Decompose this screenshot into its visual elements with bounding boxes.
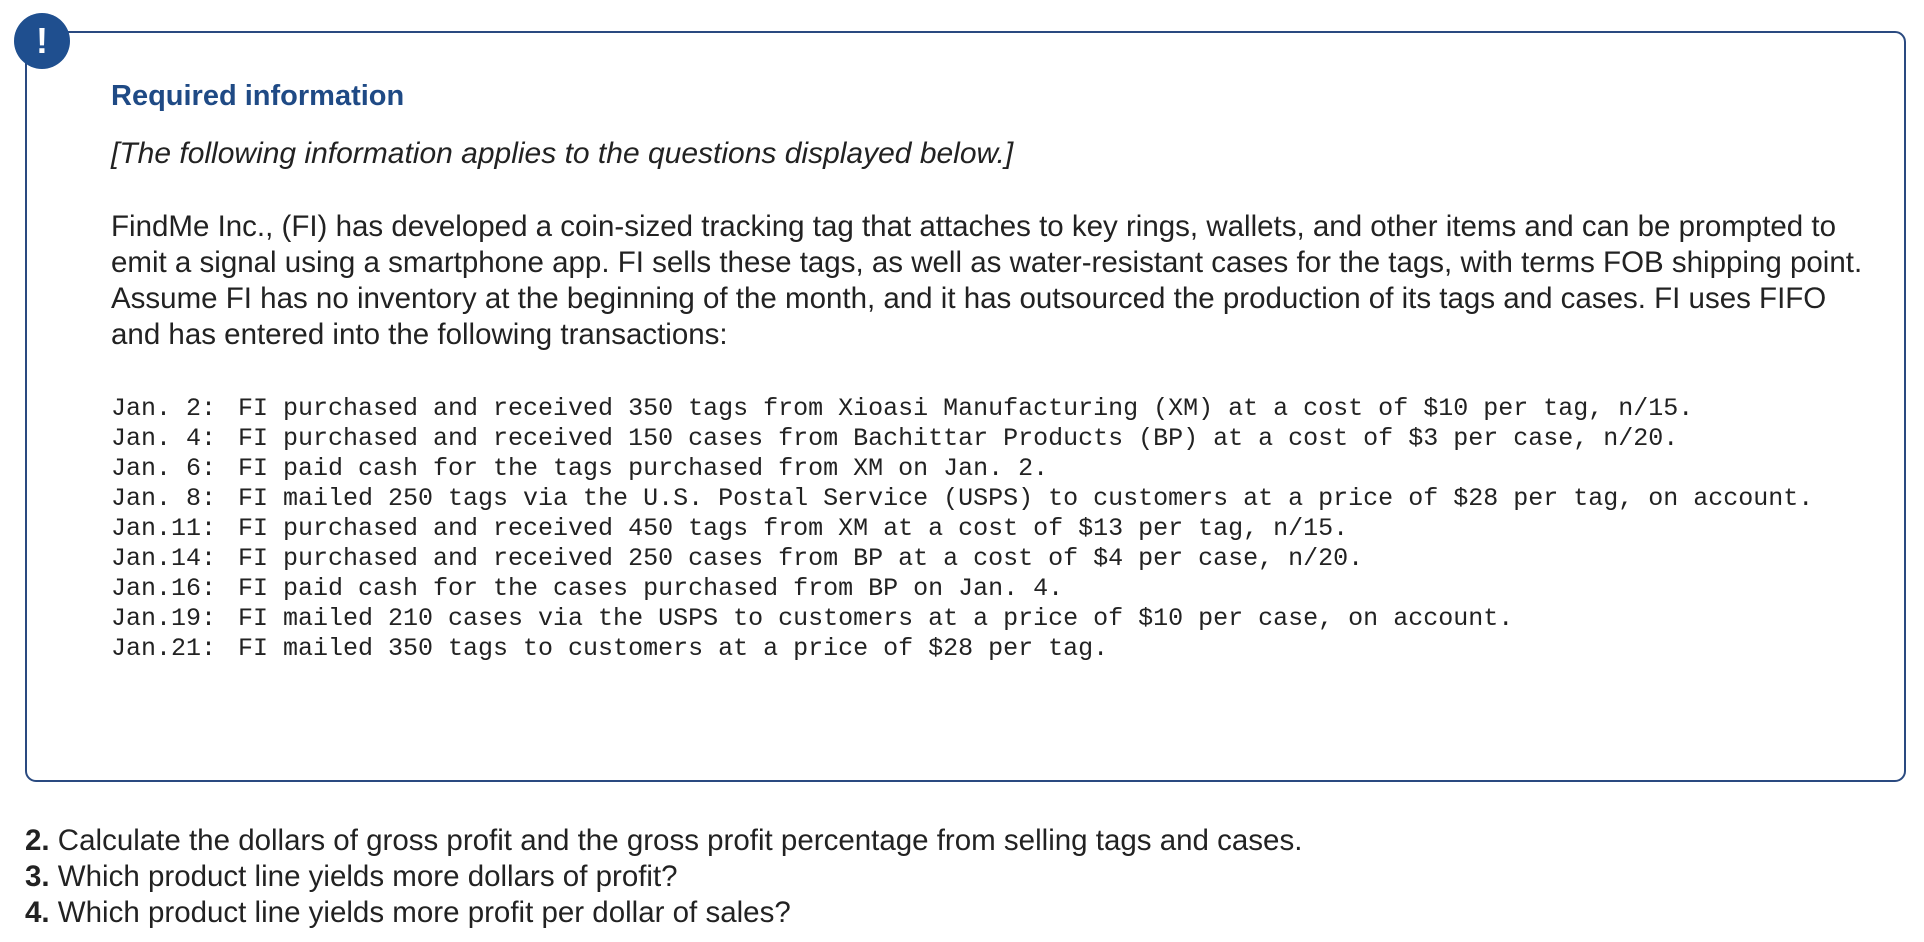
question-text: Calculate the dollars of gross profit and the gross profit percentage from selling tags and cases. [49, 824, 1303, 857]
transaction-row [111, 394, 1881, 424]
question-number: 4. [25, 896, 50, 929]
transaction-row [111, 424, 1881, 454]
transaction-row [111, 574, 1881, 604]
problem-description: FindMe Inc., (FI) has developed a coin-sized tracking tag that attaches to key rings, wallets, and other items and can be prompted to emit a signal using a smartphone app. FI sells these tags, as well as water-resistant cases for the tags, with terms FOB shipping point. Assume FI has no inventory at the beginning of the month, and it has outsourced the production of its tags and cases. FI uses FIFO and has entered into the following transactions: [111, 210, 1863, 351]
transaction-list [111, 394, 1881, 664]
transaction-date: Jan. 8: [111, 484, 217, 513]
transaction-row [111, 544, 1881, 574]
transaction-text: FI purchased and received 250 cases from BP at a cost of $4 per case, n/20. [238, 544, 1364, 573]
required-information-heading: Required information [111, 80, 405, 112]
transaction-text: FI purchased and received 450 tags from XM at a cost of $13 per tag, n/15. [238, 514, 1349, 543]
alert-symbol: ! [36, 20, 48, 61]
transaction-text: FI paid cash for the tags purchased from XM on Jan. 2. [238, 454, 1049, 483]
transaction-date: Jan. 2: [111, 394, 217, 423]
question-text: Which product line yields more profit per dollar of sales? [49, 896, 791, 929]
transaction-date: Jan. 4: [111, 424, 217, 453]
question-text: Which product line yields more dollars of profit? [49, 860, 678, 893]
transaction-date: Jan.16: [111, 574, 217, 603]
transaction-date: Jan. 6: [111, 454, 217, 483]
transaction-text: FI mailed 350 tags to customers at a price of $28 per tag. [238, 634, 1109, 663]
alert-icon [14, 13, 70, 69]
transaction-row [111, 634, 1881, 664]
transaction-date: Jan.11: [111, 514, 217, 543]
question-item [25, 823, 1302, 859]
transaction-row [111, 484, 1881, 514]
transaction-date: Jan.19: [111, 604, 217, 633]
transaction-row [111, 604, 1881, 634]
question-item [25, 895, 1302, 931]
question-number: 3. [25, 860, 50, 893]
transaction-text: FI mailed 250 tags via the U.S. Postal Service (USPS) to customers at a price of $28 per tag, on account. [238, 484, 1814, 513]
transaction-text: FI mailed 210 cases via the USPS to customers at a price of $10 per case, on account. [238, 604, 1514, 633]
transaction-text: FI purchased and received 150 cases from Bachittar Products (BP) at a cost of $3 per case, n/20. [238, 424, 1679, 453]
question-item [25, 859, 1302, 895]
transaction-row [111, 454, 1881, 484]
question-number: 2. [25, 824, 50, 857]
question-list [25, 823, 1302, 931]
info-subtitle: [The following information applies to the questions displayed below.] [111, 137, 1014, 170]
transaction-text: FI purchased and received 350 tags from Xioasi Manufacturing (XM) at a cost of $10 per tag, n/15. [238, 394, 1694, 423]
transaction-text: FI paid cash for the cases purchased from BP on Jan. 4. [238, 574, 1064, 603]
transaction-date: Jan.21: [111, 634, 217, 663]
transaction-row [111, 514, 1881, 544]
transaction-date: Jan.14: [111, 544, 217, 573]
